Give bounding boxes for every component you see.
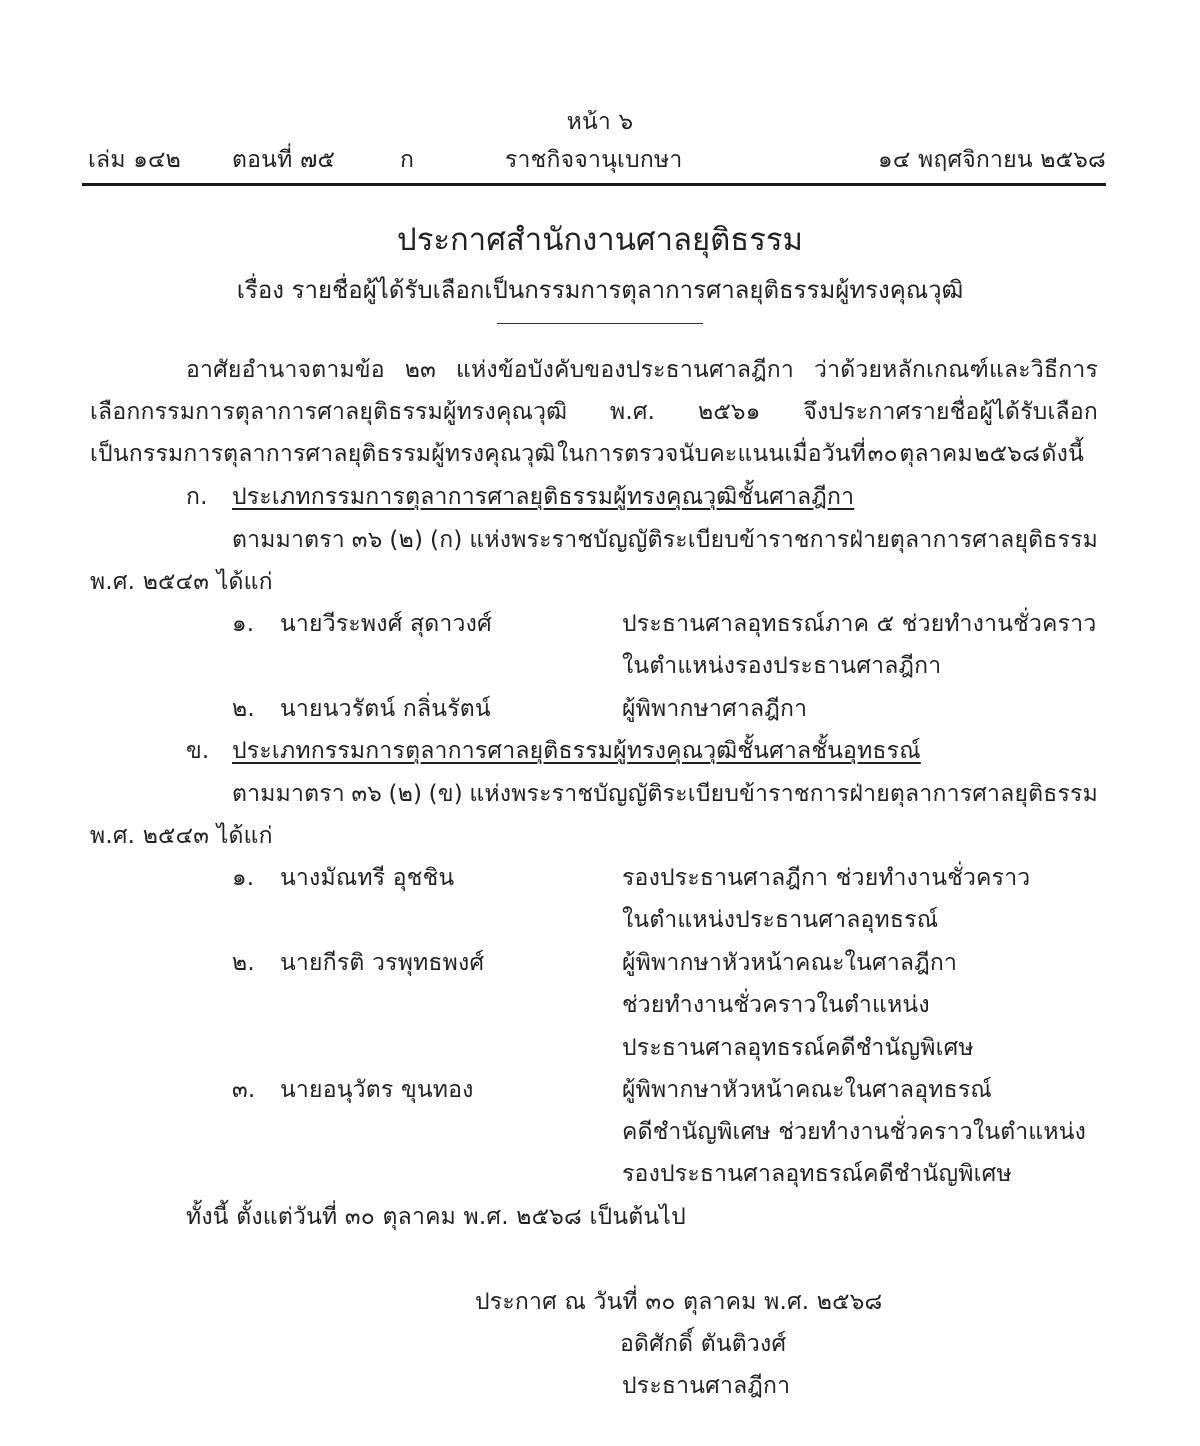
member-number: ๓. bbox=[232, 1077, 256, 1103]
intro-text: ๒๕๖๘ bbox=[974, 441, 1041, 467]
intro-line-1 bbox=[186, 356, 1098, 384]
basis-text: ๓๖ bbox=[351, 527, 383, 553]
section-letter: ก bbox=[400, 147, 415, 173]
member-number: ๒. bbox=[232, 950, 255, 976]
section-a-basis bbox=[232, 526, 1098, 554]
basis-text: (ก) bbox=[430, 527, 463, 553]
title-divider bbox=[497, 323, 703, 324]
section-a-basis-cont: พ.ศ. ๒๕๔๓ ได้แก่ bbox=[90, 569, 273, 595]
intro-text: ในการตรวจนับคะแนนเมื่อวันที่ bbox=[556, 441, 867, 467]
member-position: ในตำแหน่งประธานศาลอุทธรณ์ bbox=[622, 907, 939, 933]
intro-text: ดังนี้ bbox=[1041, 441, 1084, 467]
announcement-subject: เรื่อง รายชื่อผู้ได้รับเลือกเป็นกรรมการตุลาการศาลยุติธรรมผู้ทรงคุณวุฒิ bbox=[236, 276, 964, 304]
member-position: คดีชำนัญพิเศษ ช่วยทำงานชั่วคราวในตำแหน่ง bbox=[622, 1119, 1087, 1145]
intro-text: ๒๕๖๑ bbox=[697, 399, 761, 425]
member-name: นายนวรัตน์ กลิ่นรัตน์ bbox=[280, 696, 491, 722]
intro-text: อาศัยอำนาจตามข้อ bbox=[186, 357, 385, 383]
section-b-basis bbox=[232, 780, 1098, 808]
intro-text: แห่งข้อบังคับของประธานศาลฎีกา bbox=[456, 357, 795, 383]
basis-text: ๓๖ bbox=[351, 781, 383, 807]
member-name: นายอนุวัตร ขุนทอง bbox=[280, 1077, 474, 1103]
member-name: นายกีรติ วรพุทธพงศ์ bbox=[280, 950, 485, 976]
member-number: ๒. bbox=[232, 696, 255, 722]
intro-text: เป็นกรรมการตุลาการศาลยุติธรรมผู้ทรงคุณวุฒิ bbox=[90, 441, 556, 467]
section-b-basis-cont: พ.ศ. ๒๕๔๓ ได้แก่ bbox=[90, 823, 273, 849]
member-position: ประธานศาลอุทธรณ์ภาค ๕ ช่วยทำงานชั่วคราว bbox=[622, 611, 1097, 637]
section-b-heading: ประเภทกรรมการตุลาการศาลยุติธรรมผู้ทรงคุณวุฒิชั้นศาลชั้นอุทธรณ์ bbox=[232, 738, 921, 764]
basis-text: ตามมาตรา bbox=[232, 527, 345, 553]
intro-text: เลือกกรรมการตุลาการศาลยุติธรรมผู้ทรงคุณวุฒิ bbox=[90, 399, 568, 425]
basis-text: แห่งพระราชบัญญัติระเบียบข้าราชการฝ่ายตุลาการศาลยุติธรรม bbox=[469, 781, 1098, 807]
member-position: ช่วยทำงานชั่วคราวในตำแหน่ง bbox=[622, 992, 930, 1018]
member-position: ผู้พิพากษาหัวหน้าคณะในศาลอุทธรณ์ bbox=[622, 1077, 992, 1103]
header-divider bbox=[82, 183, 1106, 186]
page-number: หน้า ๖ bbox=[566, 109, 634, 135]
member-name: นางมัณทรี อุชชิน bbox=[280, 865, 455, 891]
basis-text: แห่งพระราชบัญญัติระเบียบข้าราชการฝ่ายตุลาการศาลยุติธรรม bbox=[469, 527, 1098, 553]
intro-text: ตุลาคม bbox=[899, 441, 973, 467]
intro-text: พ.ศ. bbox=[609, 399, 656, 425]
member-position: ผู้พิพากษาศาลฎีกา bbox=[622, 696, 808, 722]
basis-text: (ข) bbox=[428, 781, 463, 807]
publication-name: ราชกิจจานุเบกษา bbox=[505, 147, 683, 173]
announcement-date: ประกาศ ณ วันที่ ๓๐ ตุลาคม พ.ศ. ๒๕๖๘ bbox=[475, 1289, 883, 1315]
basis-text: ตามมาตรา bbox=[232, 781, 345, 807]
issue-number: ตอนที่ ๗๕ bbox=[232, 147, 336, 173]
basis-text: (๒) bbox=[388, 781, 423, 807]
member-position: ผู้พิพากษาหัวหน้าคณะในศาลฎีกา bbox=[622, 950, 958, 976]
member-position: รองประธานศาลฎีกา ช่วยทำงานชั่วคราว bbox=[622, 865, 1031, 891]
intro-text: ๓๐ bbox=[867, 441, 898, 467]
signatory-title: ประธานศาลฎีกา bbox=[622, 1373, 791, 1399]
member-number: ๑. bbox=[232, 865, 255, 891]
announcement-title: ประกาศสำนักงานศาลยุติธรรม bbox=[397, 222, 803, 258]
signatory-name: อดิศักดิ์ ตันติวงศ์ bbox=[620, 1331, 787, 1357]
section-a-heading: ประเภทกรรมการตุลาการศาลยุติธรรมผู้ทรงคุณวุฒิชั้นศาลฎีกา bbox=[232, 484, 855, 510]
intro-line-3 bbox=[90, 440, 1084, 468]
basis-text: (๒) bbox=[389, 527, 424, 553]
section-b-marker: ข. bbox=[186, 738, 210, 764]
member-number: ๑. bbox=[232, 611, 255, 637]
intro-text: ว่าด้วยหลักเกณฑ์และวิธีการ bbox=[814, 357, 1098, 383]
member-position: รองประธานศาลอุทธรณ์คดีชำนัญพิเศษ bbox=[622, 1161, 1012, 1187]
effective-date-statement: ทั้งนี้ ตั้งแต่วันที่ ๓๐ ตุลาคม พ.ศ. ๒๕๖๘ เป็นต้นไป bbox=[186, 1204, 686, 1230]
intro-text: จึงประกาศรายชื่อผู้ได้รับเลือก bbox=[803, 399, 1098, 425]
intro-text: ๒๓ bbox=[404, 357, 437, 383]
member-position: ประธานศาลอุทธรณ์คดีชำนัญพิเศษ bbox=[622, 1035, 974, 1061]
member-position: ในตำแหน่งรองประธานศาลฎีกา bbox=[622, 653, 942, 679]
volume-number: เล่ม ๑๔๒ bbox=[88, 147, 181, 173]
intro-line-2 bbox=[90, 398, 1098, 426]
publication-date: ๑๔ พฤศจิกายน ๒๕๖๘ bbox=[878, 147, 1106, 173]
section-a-marker: ก. bbox=[186, 484, 208, 510]
member-name: นายวีระพงศ์ สุดาวงศ์ bbox=[280, 611, 492, 637]
